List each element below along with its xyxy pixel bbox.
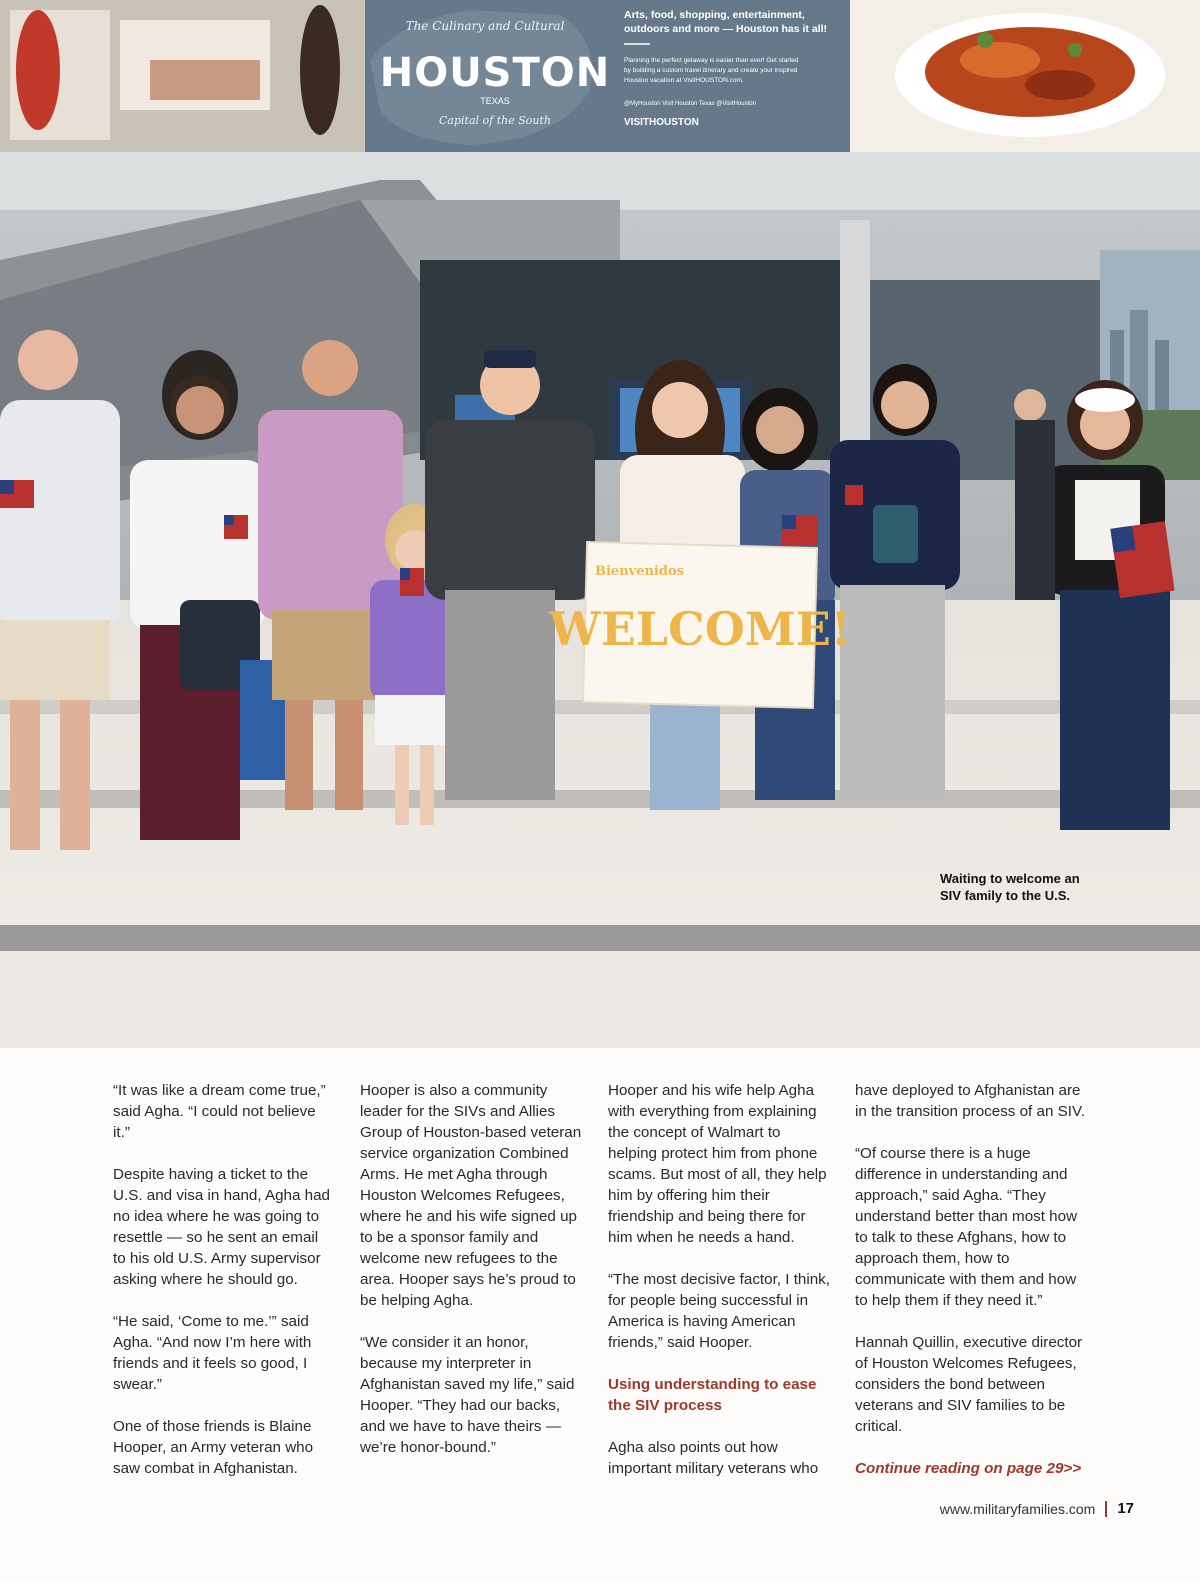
paragraph: “The most decisive factor, I think, for people being successful in America is having American friends,” said Hooper. — [608, 1271, 830, 1351]
paragraph: “It was like a dream come true,” said Agha. “I could not believe it.” — [113, 1082, 326, 1141]
ad-body-2: by building a custom travel itinerary and create your inspired — [624, 67, 798, 74]
ad-body-3: Houston vacation at VisitHOUSTON.com. — [624, 77, 744, 84]
paragraph: Agha also points out how important military veterans who — [608, 1439, 819, 1477]
article-column-2 — [360, 1080, 582, 1479]
continue-reading-link[interactable]: Continue reading on page 29>> — [855, 1460, 1082, 1477]
ad-social: @MyHouston Visit Houston Texas @VisitHouston — [624, 101, 756, 107]
paragraph: “Of course there is a huge difference in understanding and approach,” said Agha. “They understand better than most how to talk to these Afghans, how to approach them, how to communicate with them and how to help them if they need it.” — [855, 1145, 1078, 1309]
ad-tagline-top: The Culinary and Cultural — [405, 19, 565, 33]
section-subhead: Using understanding to ease the SIV process — [608, 1376, 817, 1414]
website-url[interactable]: www.militaryfamilies.com — [939, 1500, 1096, 1517]
paragraph: “He said, ‘Come to me.’” said Agha. “And now I’m here with friends and it feels so good, I swear.” — [113, 1313, 312, 1393]
welcome-sign — [548, 542, 851, 708]
paragraph: Hooper is also a community leader for the SIVs and Allies Group of Houston-based veteran service organization Combined Arms. He met Agha through Houston Welcomes Refugees, where he and his wife signed up to be a sponsor family and welcome new refugees to the area. Hooper says he’s proud to be helping Agha. — [360, 1082, 582, 1309]
article-column-1 — [113, 1080, 335, 1500]
page-number: 17 — [1117, 1500, 1134, 1517]
article-column-4 — [855, 1080, 1087, 1479]
ad-headline-2: outdoors and more — Houston has it all! — [624, 23, 828, 35]
ad-tagline-bottom: Capital of the South — [439, 114, 551, 127]
paragraph: Hooper and his wife help Agha with everything from explaining the concept of Walmart to helping protect him from phone scams. But most of all, they help him by offering him their friendship and being there for him when he needs a hand. — [608, 1082, 827, 1246]
sign-main-text: WELCOME! — [549, 602, 851, 656]
ad-body-1: Planning the perfect getaway is easier than ever! Get started — [624, 57, 799, 64]
paragraph: One of those friends is Blaine Hooper, an Army veteran who saw combat in Afghanistan. — [113, 1418, 314, 1477]
article-column-3 — [608, 1080, 830, 1500]
footer-divider — [1105, 1501, 1107, 1517]
ad-title: HOUSTON — [379, 50, 611, 96]
ad-brand: VISITHOUSTON — [624, 117, 699, 128]
paragraph: “We consider it an honor, because my interpreter in Afghanistan saved my life,” said Hooper. “They had our backs, and we have to have theirs — we’re honor-bound.” — [360, 1334, 575, 1456]
paragraph: Despite having a ticket to the U.S. and visa in hand, Agha had no idea where he was going to resettle — so he sent an email to his old U.S. Army supervisor asking where he should go. — [113, 1166, 330, 1288]
ad-headline-1: Arts, food, shopping, entertainment, — [624, 9, 805, 21]
paragraph: have deployed to Afghanistan are in the transition process of an SIV. — [855, 1082, 1085, 1120]
sign-top-text: Bienvenidos — [595, 564, 684, 579]
photo-caption: Waiting to welcome an SIV family to the U.S. — [940, 871, 1080, 903]
paragraph: Hannah Quillin, executive director of Houston Welcomes Refugees, considers the bond between veterans and SIV families to be critical. — [855, 1334, 1083, 1435]
ad-state: TEXAS — [480, 96, 510, 106]
page-footer — [940, 1500, 1134, 1517]
